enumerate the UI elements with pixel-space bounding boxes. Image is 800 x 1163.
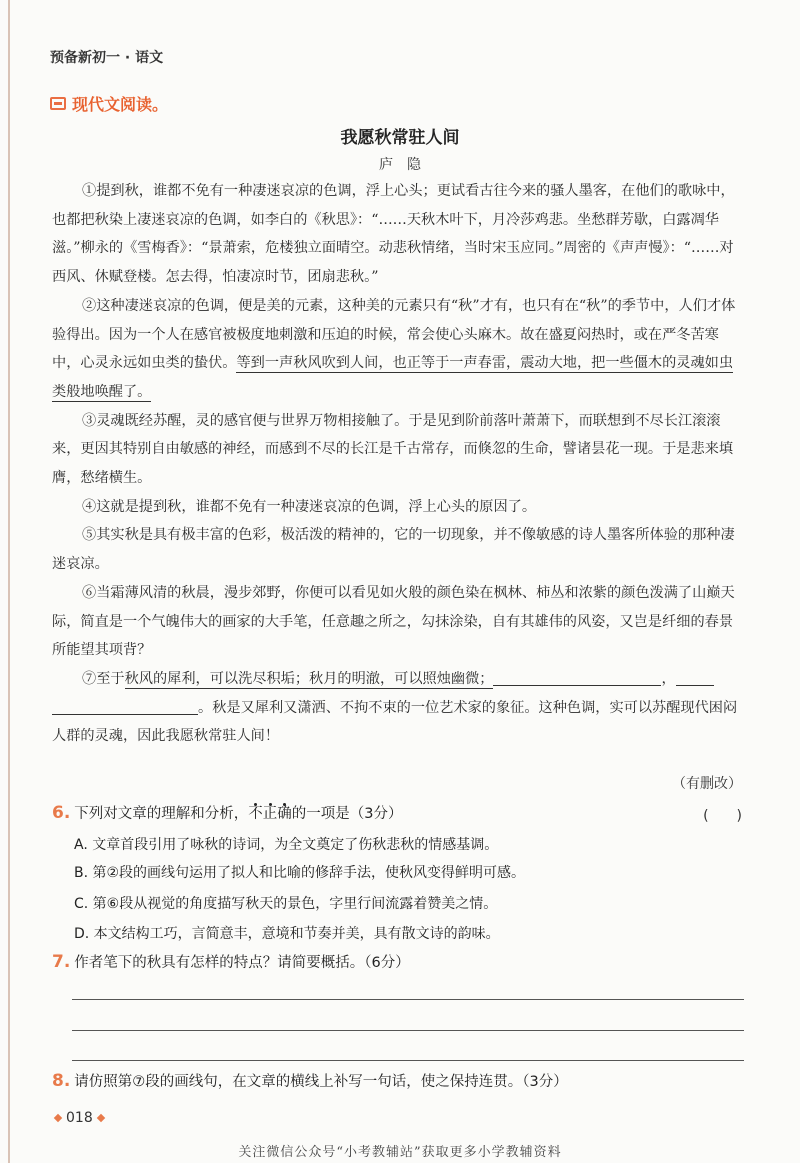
paragraph-6: ⑥当霜薄风清的秋晨，漫步郊野，你便可以看见如火般的颜色染在枫林、柿丛和浓紫的颜色泼满了山巅天际，简直是一个气魄伟大的画家的大手笔，任意趣之所之，勾抹涂染，自有其雄伟的风姿，又岂是纤细的春景所能望其项背？ [52, 584, 735, 659]
emphasis-char-2: 正 [262, 806, 278, 822]
answer-line-2[interactable] [72, 1030, 744, 1031]
question-6 [52, 802, 403, 823]
question-8 [52, 1070, 568, 1091]
option-a: A. 文章首段引用了咏秋的诗词，为全文奠定了伤秋悲秋的情感基调。 [74, 837, 499, 853]
paragraph-4: ④这就是提到秋，谁都不免有一种凄迷哀凉的色调，浮上心头的原因了。 [82, 498, 537, 515]
article-body [52, 177, 744, 751]
paragraph-1: ①提到秋，谁都不免有一种凄迷哀凉的色调，浮上心头；更试看古往今来的骚人墨客，在他们的歌咏中，也都把秋染上凄迷哀凉的色调，如李白的《秋思》：“……天秋木叶下，月冷莎鸡悲。坐愁群芳歇，白露凋华滋。”柳永的《雪梅香》：“景萧索，危楼独立面晴空。动悲秋情绪，当时宋玉应同。”周密的《声声慢》：“……对西风、休赋登楼。怎去得，怕凄凉时节，团扇悲秋。” [52, 183, 735, 286]
option-b: B. 第②段的画线句运用了拟人和比喻的修辞手法，使秋风变得鲜明可感。 [74, 865, 526, 881]
paragraph-2 [52, 292, 744, 407]
underlined-sentence-p2: 等到一声秋风吹到人间，也正等于一声春雷，震动大地，把一些僵木的灵魂如虫类般地唤醒了。 [52, 355, 734, 400]
emphasis-char-3: 确 [277, 806, 292, 822]
question-7-text: 作者笔下的秋具有怎样的特点？请简要概括。（6分） [74, 955, 410, 971]
fill-blank-2a[interactable] [676, 669, 714, 686]
page-number [50, 1110, 109, 1126]
page-header: 预备新初一 · 语文 [50, 50, 164, 66]
answer-line-3[interactable] [72, 1060, 744, 1061]
paragraph-7-lead: ⑦至于 [82, 670, 125, 687]
fill-blank-2b[interactable] [52, 698, 198, 715]
article-author: 庐隐 [379, 157, 435, 173]
question-8-number: 8. [52, 1071, 71, 1091]
diamond-icon [96, 1114, 104, 1122]
answer-line-1[interactable] [72, 999, 744, 1000]
paragraph-2-text: ②这种凄迷哀凉的色调，便是美的元素，这种美的元素只有“秋”才有，也只有在“秋”的季节中，人们才体验得出。因为一个人在感官被极度地刺激和压迫的时候，常会使心头麻木。故在盛夏闷热时，或在严冬苦寒中，心灵永远如虫类的蛰伏。 [52, 297, 736, 372]
paragraph-5: ⑤其实秋是具有极丰富的色彩，极活泼的精神的，它的一切现象，并不像敏感的诗人墨客所体验的那种凄迷哀凉。 [52, 527, 735, 573]
diamond-icon [54, 1114, 62, 1122]
page-edge [8, 0, 10, 1163]
question-7 [52, 951, 410, 972]
footer-note: 关注微信公众号“小考教辅站”获取更多小学教辅资料 [238, 1145, 562, 1160]
question-8-text: 请仿照第⑦段的画线句，在文章的横线上补写一句话，使之保持连贯。（3分） [74, 1074, 568, 1090]
article-title: 我愿秋常驻人间 [340, 128, 460, 148]
section-box-icon [50, 97, 66, 110]
page-number-text: 018 [66, 1110, 93, 1126]
fill-blank-1[interactable] [493, 669, 661, 686]
paragraph-3: ③灵魂既经苏醒，灵的感官便与世界万物相接触了。于是见到阶前落叶萧萧下，而联想到不尽长江滚滚来，更因其特别自由敏感的神经，而感到不尽的长江是千古常存，而倏忽的生命，譬诸昙花一现。于是悲来填膺，愁绪横生。 [52, 412, 734, 487]
comma: ， [661, 670, 676, 687]
question-6-pre: 下列对文章的理解和分析， [74, 806, 249, 822]
section-title: 现代文阅读。 [72, 95, 169, 114]
option-d: D. 本文结构工巧，言简意丰，意境和节奏并美，具有散文诗的韵味。 [74, 926, 500, 942]
source-note: （有删改） [672, 776, 742, 792]
question-7-number: 7. [52, 952, 71, 972]
paragraph-7-rest: 。秋是又犀利又潇洒、不拘不束的一位艺术家的象征。这种色调，实可以苏醒现代困闷人群的灵魂，因此我愿秋常驻人间！ [52, 699, 738, 745]
paragraph-7 [52, 665, 744, 751]
section-heading [50, 92, 168, 115]
emphasis-char-1: 不 [248, 806, 263, 822]
underlined-sentence-p7: 秋风的犀利，可以洗尽积垢；秋月的明澈，可以照烛幽微； [124, 670, 494, 687]
answer-parentheses[interactable]: ( ) [703, 808, 742, 824]
option-c: C. 第⑥段从视觉的角度描写秋天的景色，字里行间流露着赞美之情。 [74, 896, 498, 912]
question-6-number: 6. [52, 803, 71, 823]
question-6-post: 的一项是（3分） [291, 806, 403, 822]
